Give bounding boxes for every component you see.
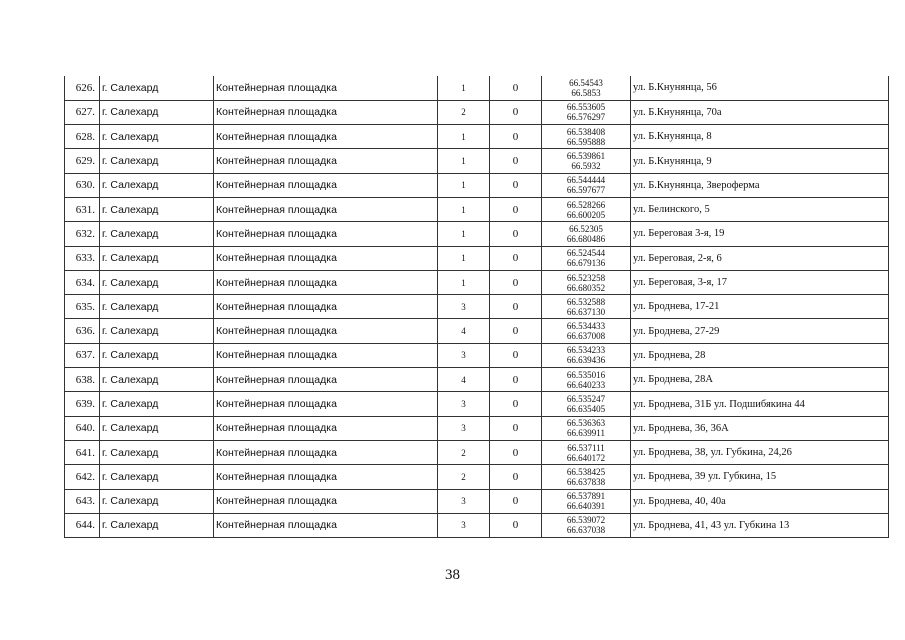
- latitude: 66.534433: [566, 321, 606, 332]
- row-number: 635.: [65, 295, 100, 319]
- coordinates-cell: [542, 197, 631, 221]
- site-type-cell: Контейнерная площадка: [214, 513, 438, 537]
- row-number: 633.: [65, 246, 100, 270]
- address-cell: ул. Броднева, 38, ул. Губкина, 24,26: [631, 440, 889, 464]
- coordinates-cell: [542, 440, 631, 464]
- coordinates-cell: [542, 392, 631, 416]
- longitude: 66.5932: [571, 161, 601, 172]
- longitude: 66.680486: [566, 233, 606, 244]
- coordinates-cell: [542, 489, 631, 513]
- row-number: 631.: [65, 197, 100, 221]
- site-type-cell: Контейнерная площадка: [214, 76, 438, 100]
- table-row: [65, 513, 889, 537]
- row-number: 634.: [65, 270, 100, 294]
- longitude: 66.637838: [566, 476, 606, 487]
- coordinates-cell: [542, 513, 631, 537]
- city-cell: г. Салехард: [100, 222, 214, 246]
- address-cell: ул. Б.Кнунянца, 8: [631, 125, 889, 149]
- latitude: 66.537111: [567, 442, 605, 453]
- container-count-cell: 3: [438, 343, 490, 367]
- address-cell: ул. Береговая, 3-я, 17: [631, 270, 889, 294]
- second-count-cell: 0: [490, 440, 542, 464]
- address-cell: ул. Б.Кнунянца, 9: [631, 149, 889, 173]
- row-number: 643.: [65, 489, 100, 513]
- container-count-cell: 4: [438, 319, 490, 343]
- longitude: 66.639436: [566, 355, 606, 366]
- row-number: 642.: [65, 465, 100, 489]
- row-number: 638.: [65, 368, 100, 392]
- address-cell: ул. Б.Кнунянца, 70а: [631, 100, 889, 124]
- latitude: 66.536363: [566, 418, 606, 429]
- latitude: 66.544444: [566, 175, 606, 186]
- container-count-cell: 1: [438, 125, 490, 149]
- city-cell: г. Салехард: [100, 343, 214, 367]
- longitude: 66.640391: [566, 501, 606, 512]
- row-number: 639.: [65, 392, 100, 416]
- site-type-cell: Контейнерная площадка: [214, 246, 438, 270]
- longitude: 66.637008: [566, 331, 606, 342]
- site-type-cell: Контейнерная площадка: [214, 343, 438, 367]
- container-count-cell: 3: [438, 513, 490, 537]
- second-count-cell: 0: [490, 125, 542, 149]
- second-count-cell: 0: [490, 319, 542, 343]
- coordinates-cell: [542, 368, 631, 392]
- longitude: 66.597677: [566, 185, 606, 196]
- address-cell: ул. Б.Кнунянца, Звероферма: [631, 173, 889, 197]
- city-cell: г. Салехард: [100, 368, 214, 392]
- latitude: 66.534233: [566, 345, 606, 356]
- container-count-cell: 2: [438, 465, 490, 489]
- longitude: 66.640233: [566, 379, 606, 390]
- coordinates-cell: [542, 465, 631, 489]
- latitude: 66.532588: [566, 296, 606, 307]
- longitude: 66.576297: [566, 112, 606, 123]
- address-cell: ул. Броднева, 39 ул. Губкина, 15: [631, 465, 889, 489]
- second-count-cell: 0: [490, 489, 542, 513]
- site-type-cell: Контейнерная площадка: [214, 173, 438, 197]
- container-count-cell: 1: [438, 270, 490, 294]
- coordinates-cell: [542, 173, 631, 197]
- city-cell: г. Салехард: [100, 100, 214, 124]
- address-cell: ул. Броднева, 36, 36А: [631, 416, 889, 440]
- table-row: [65, 440, 889, 464]
- latitude: 66.524544: [566, 248, 606, 259]
- longitude: 66.5853: [571, 87, 601, 98]
- row-number: 644.: [65, 513, 100, 537]
- city-cell: г. Салехард: [100, 465, 214, 489]
- longitude: 66.595888: [566, 136, 606, 147]
- site-type-cell: Контейнерная площадка: [214, 197, 438, 221]
- container-count-cell: 1: [438, 246, 490, 270]
- table-row: [65, 416, 889, 440]
- site-type-cell: Контейнерная площадка: [214, 489, 438, 513]
- row-number: 641.: [65, 440, 100, 464]
- city-cell: г. Салехард: [100, 76, 214, 100]
- table-row: [65, 465, 889, 489]
- second-count-cell: 0: [490, 295, 542, 319]
- address-cell: ул. Броднева, 40, 40а: [631, 489, 889, 513]
- table-row: [65, 125, 889, 149]
- address-cell: ул. Белинского, 5: [631, 197, 889, 221]
- second-count-cell: 0: [490, 173, 542, 197]
- city-cell: г. Салехард: [100, 416, 214, 440]
- city-cell: г. Салехард: [100, 513, 214, 537]
- table-row: [65, 76, 889, 100]
- page-number: 38: [445, 567, 460, 583]
- city-cell: г. Салехард: [100, 246, 214, 270]
- second-count-cell: 0: [490, 222, 542, 246]
- second-count-cell: 0: [490, 76, 542, 100]
- row-number: 630.: [65, 173, 100, 197]
- row-number: 628.: [65, 125, 100, 149]
- longitude: 66.635405: [566, 404, 606, 414]
- latitude: 66.553605: [566, 102, 606, 113]
- table-row: [65, 368, 889, 392]
- coordinates-cell: [542, 270, 631, 294]
- second-count-cell: 0: [490, 513, 542, 537]
- table-row: [65, 270, 889, 294]
- latitude: 66.523258: [566, 272, 606, 283]
- coordinates-cell: [542, 125, 631, 149]
- row-number: 632.: [65, 222, 100, 246]
- city-cell: г. Салехард: [100, 392, 214, 416]
- address-cell: ул. Броднева, 17-21: [631, 295, 889, 319]
- coordinates-cell: [542, 295, 631, 319]
- coordinates-cell: [542, 149, 631, 173]
- site-type-cell: Контейнерная площадка: [214, 319, 438, 343]
- longitude: 66.600205: [566, 209, 606, 220]
- latitude: 66.528266: [566, 199, 606, 210]
- row-number: 636.: [65, 319, 100, 343]
- longitude: 66.639911: [567, 428, 605, 439]
- longitude: 66.637130: [566, 306, 606, 317]
- latitude: 66.538425: [566, 466, 606, 477]
- table-row: [65, 392, 889, 416]
- second-count-cell: 0: [490, 392, 542, 416]
- table-row: [65, 222, 889, 246]
- container-count-cell: 4: [438, 368, 490, 392]
- longitude: 66.637038: [566, 525, 606, 536]
- container-count-cell: 3: [438, 295, 490, 319]
- city-cell: г. Салехард: [100, 125, 214, 149]
- site-type-cell: Контейнерная площадка: [214, 392, 438, 416]
- second-count-cell: 0: [490, 246, 542, 270]
- city-cell: г. Салехард: [100, 440, 214, 464]
- latitude: 66.54543: [569, 77, 603, 88]
- row-number: 640.: [65, 416, 100, 440]
- site-type-cell: Контейнерная площадка: [214, 100, 438, 124]
- second-count-cell: 0: [490, 149, 542, 173]
- container-count-cell: 2: [438, 100, 490, 124]
- container-sites-table: [64, 76, 889, 538]
- second-count-cell: 0: [490, 416, 542, 440]
- site-type-cell: Контейнерная площадка: [214, 222, 438, 246]
- second-count-cell: 0: [490, 100, 542, 124]
- table-row: [65, 173, 889, 197]
- address-cell: ул. Броднева, 27-29: [631, 319, 889, 343]
- latitude: 66.52305: [569, 223, 603, 234]
- city-cell: г. Салехард: [100, 319, 214, 343]
- latitude: 66.535016: [566, 369, 606, 380]
- longitude: 66.680352: [566, 282, 606, 293]
- second-count-cell: 0: [490, 343, 542, 367]
- site-type-cell: Контейнерная площадка: [214, 295, 438, 319]
- site-type-cell: Контейнерная площадка: [214, 270, 438, 294]
- city-cell: г. Салехард: [100, 295, 214, 319]
- row-number: 629.: [65, 149, 100, 173]
- table-row: [65, 319, 889, 343]
- table-row: [65, 246, 889, 270]
- site-type-cell: Контейнерная площадка: [214, 125, 438, 149]
- table-row: [65, 489, 889, 513]
- longitude: 66.640172: [566, 452, 606, 463]
- table-row: [65, 149, 889, 173]
- address-cell: ул. Броднева, 28: [631, 343, 889, 367]
- city-cell: г. Салехард: [100, 173, 214, 197]
- row-number: 637.: [65, 343, 100, 367]
- coordinates-cell: [542, 319, 631, 343]
- container-count-cell: 1: [438, 76, 490, 100]
- address-cell: ул. Береговая, 2-я, 6: [631, 246, 889, 270]
- city-cell: г. Салехард: [100, 489, 214, 513]
- latitude: 66.538408: [566, 126, 606, 137]
- coordinates-cell: [542, 246, 631, 270]
- city-cell: г. Салехард: [100, 197, 214, 221]
- site-type-cell: Контейнерная площадка: [214, 416, 438, 440]
- site-type-cell: Контейнерная площадка: [214, 149, 438, 173]
- container-count-cell: 1: [438, 173, 490, 197]
- container-count-cell: 2: [438, 440, 490, 464]
- address-cell: ул. Б.Кнунянца, 56: [631, 76, 889, 100]
- coordinates-cell: [542, 76, 631, 100]
- row-number: 626.: [65, 76, 100, 100]
- latitude: 66.537891: [566, 491, 606, 502]
- table-row: [65, 100, 889, 124]
- address-cell: ул. Береговая 3-я, 19: [631, 222, 889, 246]
- longitude: 66.679136: [566, 258, 606, 269]
- table-body: [65, 76, 889, 538]
- city-cell: г. Салехард: [100, 149, 214, 173]
- latitude: 66.539072: [566, 515, 606, 526]
- coordinates-cell: [542, 343, 631, 367]
- container-count-cell: 1: [438, 197, 490, 221]
- site-type-cell: Контейнерная площадка: [214, 465, 438, 489]
- table-row: [65, 343, 889, 367]
- address-cell: ул. Броднева, 28А: [631, 368, 889, 392]
- second-count-cell: 0: [490, 197, 542, 221]
- latitude: 66.535247: [566, 394, 606, 404]
- container-count-cell: 3: [438, 416, 490, 440]
- address-cell: ул. Броднева, 41, 43 ул. Губкина 13: [631, 513, 889, 537]
- coordinates-cell: [542, 222, 631, 246]
- site-type-cell: Контейнерная площадка: [214, 368, 438, 392]
- second-count-cell: 0: [490, 465, 542, 489]
- coordinates-cell: [542, 100, 631, 124]
- coordinates-cell: [542, 416, 631, 440]
- city-cell: г. Салехард: [100, 270, 214, 294]
- address-cell: ул. Броднева, 31Б ул. Подшибякина 44: [631, 392, 889, 416]
- container-count-cell: 3: [438, 489, 490, 513]
- second-count-cell: 0: [490, 270, 542, 294]
- row-number: 627.: [65, 100, 100, 124]
- table-row: [65, 197, 889, 221]
- container-count-cell: 1: [438, 149, 490, 173]
- container-count-cell: 3: [438, 392, 490, 416]
- table-row: [65, 295, 889, 319]
- second-count-cell: 0: [490, 368, 542, 392]
- container-count-cell: 1: [438, 222, 490, 246]
- site-type-cell: Контейнерная площадка: [214, 440, 438, 464]
- latitude: 66.539861: [566, 151, 606, 162]
